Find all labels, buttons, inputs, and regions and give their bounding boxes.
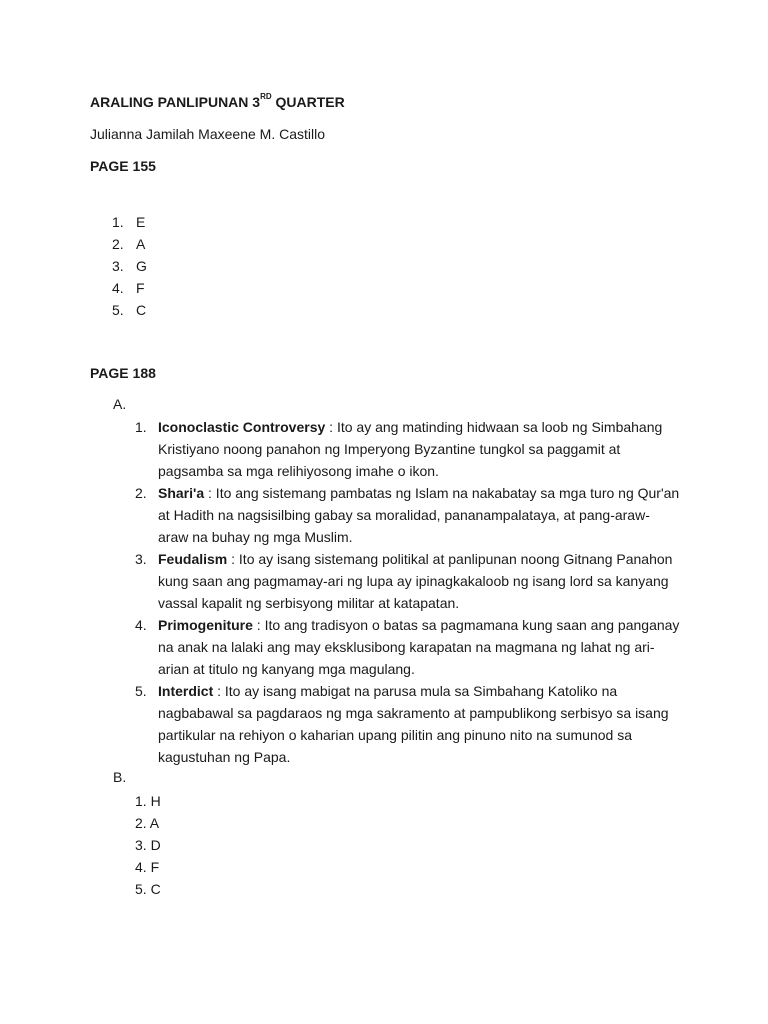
definition: : Ito ang tradisyon o batas sa pagmamana kung saan ang panganay na anak na lalaki ang may eksklusibong karapatan na magmana ng lahat ng ari-arian at titulo ng kanyang mga magulang. bbox=[158, 617, 680, 677]
list-item: 2. A bbox=[112, 236, 146, 252]
term: Shari'a bbox=[158, 485, 205, 501]
term: Interdict bbox=[158, 683, 214, 699]
list-item: 4. F bbox=[112, 280, 145, 296]
author-name: Julianna Jamilah Maxeene M. Castillo bbox=[90, 126, 325, 142]
section-a-label: A. bbox=[113, 396, 127, 412]
definition: : Ito ang sistemang pambatas ng Islam na nakabatay sa mga turo ng Qur'an at Hadith na nagsisilbing gabay sa moralidad, pananampalataya, at pang-araw-araw na buhay ng mga Muslim. bbox=[158, 485, 680, 545]
term: Feudalism bbox=[158, 551, 228, 567]
definition-item: 4. Primogeniture : Ito ang tradisyon o batas sa pagmamana kung saan ang panganay na anak na lalaki ang may eksklusibong karapatan na magmana ng lahat ng ari-arian at titulo ng kanyang mga magulang. bbox=[135, 617, 680, 677]
definition: : Ito ay ang matinding hidwaan sa loob ng Simbahang Kristiyano noong panahon ng Imperyong Byzantine tungkol sa paggamit at pagsamba sa mga relihiyosong imahe o ikon. bbox=[158, 419, 663, 479]
definition-item: 1. Iconoclastic Controversy : Ito ay ang matinding hidwaan sa loob ng Simbahang Kristiyano noong panahon ng Imperyong Byzantine tungkol sa paggamit at pagsamba sa mga relihiyosong imahe o ikon. bbox=[135, 419, 663, 479]
definition-item: 5. Interdict : Ito ay isang mabigat na parusa mula sa Simbahang Katoliko na nagbabawal sa pagdaraos ng mga sakramento at pampublikong serbisyo sa isang partikular na rehiyon o kaharian upang pilitin ang pinuno nito na sumunod sa kagustuhan ng Papa. bbox=[135, 683, 669, 765]
section-b-answers bbox=[135, 790, 161, 900]
list-item: 2. A bbox=[135, 815, 160, 831]
list-item: 4. F bbox=[135, 859, 160, 875]
definition: : Ito ay isang sistemang politikal at panlipunan noong Gitnang Panahon kung saan ang pagmamay-ari ng lupa ay ipinagkakaloob ng isang lord sa kanyang vassal kapalit ng serbisyong militar at katapatan. bbox=[158, 551, 673, 611]
list-item: 3. D bbox=[135, 837, 161, 853]
list-item: 1. H bbox=[135, 793, 161, 809]
list-item: 5. C bbox=[135, 881, 161, 897]
document-title: ARALING PANLIPUNAN 3RD QUARTER bbox=[90, 92, 345, 110]
page-155-heading: PAGE 155 bbox=[90, 158, 156, 174]
term: Primogeniture bbox=[158, 617, 253, 633]
list-item: 3. G bbox=[112, 258, 147, 274]
definition: : Ito ay isang mabigat na parusa mula sa Simbahang Katoliko na nagbabawal sa pagdaraos ng mga sakramento at pampublikong serbisyo sa isang partikular na rehiyon o kaharian upang pilitin ang pinuno nito na sumunod sa kagustuhan ng Papa. bbox=[158, 683, 669, 765]
definition-item: 2. Shari'a : Ito ang sistemang pambatas ng Islam na nakabatay sa mga turo ng Qur'an at Hadith na nagsisilbing gabay sa moralidad, pananampalataya, at pang-araw-araw na buhay ng mga Muslim. bbox=[135, 485, 680, 545]
list-item: 5. C bbox=[112, 302, 147, 318]
page-155-answers bbox=[112, 211, 147, 321]
page-188-heading: PAGE 188 bbox=[90, 365, 156, 381]
definition-item: 3. Feudalism : Ito ay isang sistemang politikal at panlipunan noong Gitnang Panahon kung saan ang pagmamay-ari ng lupa ay ipinagkakaloob ng isang lord sa kanyang vassal kapalit ng serbisyong militar at katapatan. bbox=[135, 551, 673, 611]
term: Iconoclastic Controversy bbox=[158, 419, 326, 435]
section-b-label: B. bbox=[113, 769, 127, 785]
list-item: 1. E bbox=[112, 214, 146, 230]
section-a-definitions bbox=[135, 416, 680, 768]
